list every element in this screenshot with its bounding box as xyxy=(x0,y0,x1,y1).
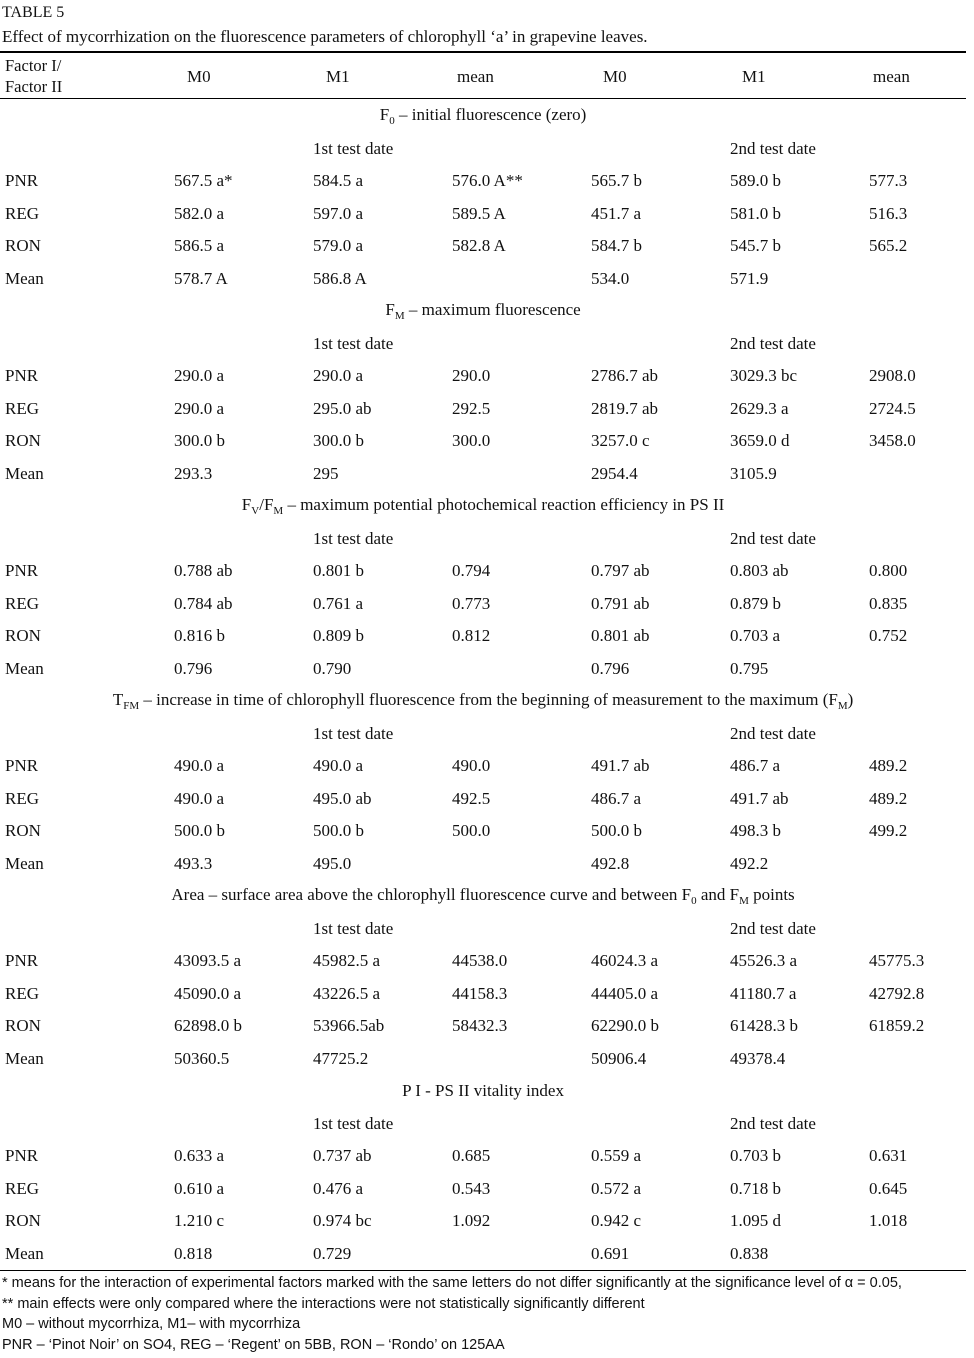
empty-cell xyxy=(452,913,591,946)
table-cell: 2908.0 xyxy=(869,366,916,386)
section-title-text: F xyxy=(379,105,390,125)
empty-cell xyxy=(869,1108,966,1141)
table-row xyxy=(0,945,966,978)
table-row xyxy=(0,555,966,588)
column-header: M0 xyxy=(187,67,211,86)
empty-cell xyxy=(174,1108,313,1141)
table-cell: 300.0 b xyxy=(174,431,225,451)
test-date-2: 2nd test date xyxy=(730,333,816,353)
empty-cell xyxy=(0,328,174,361)
row-label: PNR xyxy=(5,1146,39,1166)
test-date-1: 1st test date xyxy=(313,333,394,353)
test-date-2: 2nd test date xyxy=(730,918,816,938)
section-title-row xyxy=(0,1075,966,1108)
table-cell: 292.5 xyxy=(452,398,491,418)
table-title: Effect of mycorrhization on the fluorescence parameters of chlorophyll ‘a’ in grapevine leaves. xyxy=(2,27,648,46)
table-cell: 495.0 ab xyxy=(313,788,372,808)
table-cell: 0.685 xyxy=(452,1146,491,1166)
table-cell: 0.818 xyxy=(174,1243,213,1263)
table-cell: 44405.0 a xyxy=(591,983,659,1003)
table-cell: 486.7 a xyxy=(591,788,642,808)
table-cell: 581.0 b xyxy=(730,203,781,223)
table-cell: 2629.3 a xyxy=(730,398,789,418)
section-title xyxy=(0,880,966,913)
section-title-text: – maximum fluorescence xyxy=(404,300,581,320)
test-date-1: 1st test date xyxy=(313,723,394,743)
empty-cell xyxy=(0,1108,174,1141)
table-cell xyxy=(452,1238,591,1271)
section-title xyxy=(0,100,966,133)
section-title-subscript: FM xyxy=(123,700,140,713)
empty-cell xyxy=(869,913,966,946)
table-cell: 50906.4 xyxy=(591,1048,647,1068)
test-date-2: 2nd test date xyxy=(730,528,816,548)
table-cell: 0.795 xyxy=(730,658,769,678)
row-label: Mean xyxy=(5,1048,44,1068)
table-cell: 3105.9 xyxy=(730,463,777,483)
table-cell: 491.7 ab xyxy=(591,756,650,776)
section-title-subscript: 0 xyxy=(691,895,697,908)
empty-cell xyxy=(0,718,174,751)
table-row xyxy=(0,360,966,393)
column-header: mean xyxy=(873,67,910,86)
table-cell: 300.0 b xyxy=(313,431,364,451)
table-row xyxy=(0,393,966,426)
table-cell: 0.633 a xyxy=(174,1146,225,1166)
test-date-row xyxy=(0,913,966,946)
table-cell: 492.8 xyxy=(591,853,630,873)
table-row xyxy=(0,1173,966,1206)
table-cell: 579.0 a xyxy=(313,236,364,256)
table-cell: 0.835 xyxy=(869,593,908,613)
row-label: RON xyxy=(5,431,41,451)
row-label: RON xyxy=(5,626,41,646)
table-cell: 0.703 b xyxy=(730,1146,781,1166)
row-label: RON xyxy=(5,1016,41,1036)
row-label: REG xyxy=(5,983,39,1003)
table-row xyxy=(0,653,966,686)
table-cell: 0.761 a xyxy=(313,593,364,613)
empty-cell xyxy=(0,133,174,166)
table-row xyxy=(0,1140,966,1173)
table-cell: 0.718 b xyxy=(730,1178,781,1198)
table-cell: 492.2 xyxy=(730,853,769,873)
table-cell: 0.794 xyxy=(452,561,491,581)
table-row xyxy=(0,1043,966,1076)
table-cell: 1.092 xyxy=(452,1211,491,1231)
table-cell: 49378.4 xyxy=(730,1048,786,1068)
table-cell: 0.631 xyxy=(869,1146,908,1166)
table-cell: 500.0 xyxy=(452,821,491,841)
empty-cell xyxy=(591,523,730,556)
table-cell: 571.9 xyxy=(730,268,769,288)
table-cell: 0.788 ab xyxy=(174,561,233,581)
table-row xyxy=(0,815,966,848)
section-title-row xyxy=(0,685,966,718)
test-date-row xyxy=(0,718,966,751)
empty-cell xyxy=(869,718,966,751)
row-label: RON xyxy=(5,821,41,841)
table-cell: 565.2 xyxy=(869,236,908,256)
table-cell: 43226.5 a xyxy=(313,983,381,1003)
row-label: PNR xyxy=(5,756,39,776)
section-title-text: points xyxy=(748,885,795,905)
table-row xyxy=(0,458,966,491)
table-cell: 62290.0 b xyxy=(591,1016,659,1036)
table-cell: 3029.3 bc xyxy=(730,366,798,386)
table-cell: 2786.7 ab xyxy=(591,366,659,386)
table-cell: 62898.0 b xyxy=(174,1016,242,1036)
table-cell: 567.5 a* xyxy=(174,171,233,191)
table-cell: 0.797 ab xyxy=(591,561,650,581)
table-cell: 300.0 xyxy=(452,431,491,451)
table-cell: 0.812 xyxy=(452,626,491,646)
section-title-text: T xyxy=(112,690,124,710)
table-cell: 582.0 a xyxy=(174,203,225,223)
table-row xyxy=(0,230,966,263)
row-label: REG xyxy=(5,1178,39,1198)
table-cell xyxy=(452,263,591,296)
empty-cell xyxy=(174,523,313,556)
table-cell: 493.3 xyxy=(174,853,213,873)
table-cell: 45090.0 a xyxy=(174,983,242,1003)
section-title-text: Area – surface area above the chlorophyll fluorescence curve and between F xyxy=(171,885,692,905)
table-cell: 0.801 ab xyxy=(591,626,650,646)
table-cell: 0.796 xyxy=(591,658,630,678)
table-row xyxy=(0,1205,966,1238)
table-cell: 0.476 a xyxy=(313,1178,364,1198)
empty-cell xyxy=(0,913,174,946)
section-title-subscript: M xyxy=(837,700,848,713)
table-cell: 0.645 xyxy=(869,1178,908,1198)
table-notes xyxy=(2,1273,902,1356)
table-cell: 2724.5 xyxy=(869,398,916,418)
table-cell: 41180.7 a xyxy=(730,983,797,1003)
row-label: Mean xyxy=(5,1243,44,1263)
table-cell: 42792.8 xyxy=(869,983,925,1003)
table-cell: 0.559 a xyxy=(591,1146,642,1166)
row-label: PNR xyxy=(5,171,39,191)
section-title-text: – increase in time of chlorophyll fluorescence from the beginning of measurement to the maximum (F xyxy=(139,690,838,710)
empty-cell xyxy=(452,1108,591,1141)
header-rule xyxy=(0,98,966,99)
section-title-text: – maximum potential photochemical reaction efficiency in PS II xyxy=(283,495,725,515)
table-cell xyxy=(869,653,966,686)
table-cell: 46024.3 a xyxy=(591,951,659,971)
table-cell: 45982.5 a xyxy=(313,951,381,971)
table-cell: 290.0 a xyxy=(174,398,225,418)
table-cell: 489.2 xyxy=(869,756,908,776)
table-row xyxy=(0,783,966,816)
table-cell xyxy=(869,1238,966,1271)
table-cell xyxy=(452,653,591,686)
row-label: PNR xyxy=(5,951,39,971)
table-cell: 0.691 xyxy=(591,1243,630,1263)
table-cell: 290.0 xyxy=(452,366,491,386)
table-cell: 0.879 b xyxy=(730,593,781,613)
empty-cell xyxy=(452,523,591,556)
table-cell: 53966.5ab xyxy=(313,1016,385,1036)
table-cell: 582.8 A xyxy=(452,236,506,256)
empty-cell xyxy=(591,913,730,946)
table-cell: 0.737 ab xyxy=(313,1146,372,1166)
table-row xyxy=(0,1238,966,1271)
section-title-row xyxy=(0,100,966,133)
section-title xyxy=(0,685,966,718)
table-cell: 295 xyxy=(313,463,339,483)
table-cell xyxy=(869,848,966,881)
test-date-row xyxy=(0,1108,966,1141)
test-date-2: 2nd test date xyxy=(730,1113,816,1133)
empty-cell xyxy=(869,133,966,166)
section-title-text: /F xyxy=(259,495,274,515)
table-row xyxy=(0,978,966,1011)
empty-cell xyxy=(591,328,730,361)
section-title xyxy=(0,490,966,523)
column-header: mean xyxy=(457,67,494,86)
table-cell: 576.0 A** xyxy=(452,171,523,191)
table-cell: 545.7 b xyxy=(730,236,781,256)
table-cell: 45526.3 a xyxy=(730,951,798,971)
table-cell: 0.790 xyxy=(313,658,352,678)
empty-cell xyxy=(0,523,174,556)
table-cell: 0.974 bc xyxy=(313,1211,372,1231)
table-cell: 589.5 A xyxy=(452,203,506,223)
note-line: M0 – without mycorrhiza, M1– with mycorrhiza xyxy=(2,1316,301,1333)
row-label: Mean xyxy=(5,463,44,483)
note-line: ** main effects were only compared where the interactions were not statistically significantly different xyxy=(2,1295,645,1312)
table-cell: 0.791 ab xyxy=(591,593,650,613)
row-label: Mean xyxy=(5,853,44,873)
table-cell: 0.816 b xyxy=(174,626,225,646)
section-title-subscript: V xyxy=(251,505,260,518)
table-cell: 0.801 b xyxy=(313,561,364,581)
table-cell: 490.0 a xyxy=(313,756,364,776)
table-cell: 500.0 b xyxy=(591,821,642,841)
section-title-text: F xyxy=(241,495,252,515)
table-cell: 0.729 xyxy=(313,1243,352,1263)
table-cell: 290.0 a xyxy=(313,366,364,386)
table-cell: 0.838 xyxy=(730,1243,769,1263)
test-date-1: 1st test date xyxy=(313,138,394,158)
test-date-1: 1st test date xyxy=(313,918,394,938)
table-cell: 565.7 b xyxy=(591,171,642,191)
table-cell: 3458.0 xyxy=(869,431,916,451)
empty-cell xyxy=(591,1108,730,1141)
table-cell: 61428.3 b xyxy=(730,1016,798,1036)
table-cell: 0.800 xyxy=(869,561,908,581)
table-cell: 0.752 xyxy=(869,626,908,646)
section-title-subscript: M xyxy=(739,895,749,908)
table-cell: 3659.0 d xyxy=(730,431,790,451)
column-header: M1 xyxy=(326,67,350,86)
table-cell: 597.0 a xyxy=(313,203,364,223)
empty-cell xyxy=(591,718,730,751)
table-cell: 495.0 xyxy=(313,853,352,873)
section-title-text: and F xyxy=(696,885,740,905)
empty-cell xyxy=(869,328,966,361)
table-cell: 45775.3 xyxy=(869,951,925,971)
table-cell: 584.5 a xyxy=(313,171,364,191)
table-cell: 3257.0 c xyxy=(591,431,650,451)
table-cell: 534.0 xyxy=(591,268,630,288)
table-cell xyxy=(452,1043,591,1076)
table-cell: 50360.5 xyxy=(174,1048,230,1068)
row-label: PNR xyxy=(5,561,39,581)
table-cell: 490.0 a xyxy=(174,756,225,776)
table-row xyxy=(0,750,966,783)
table-cell: 490.0 a xyxy=(174,788,225,808)
column-header: M1 xyxy=(742,67,766,86)
table-cell: 489.2 xyxy=(869,788,908,808)
table-cell: 44538.0 xyxy=(452,951,508,971)
factor-header-line2: Factor II xyxy=(5,77,63,96)
table-row xyxy=(0,848,966,881)
empty-cell xyxy=(452,328,591,361)
table-cell: 293.3 xyxy=(174,463,213,483)
table-cell: 47725.2 xyxy=(313,1048,369,1068)
table-cell: 500.0 b xyxy=(313,821,364,841)
section-title-row xyxy=(0,490,966,523)
table-cell: 500.0 b xyxy=(174,821,225,841)
bottom-rule xyxy=(0,1270,966,1271)
table-row xyxy=(0,263,966,296)
table-cell xyxy=(869,263,966,296)
table-cell: 1.095 d xyxy=(730,1211,781,1231)
table-cell: 0.803 ab xyxy=(730,561,789,581)
table-cell: 0.773 xyxy=(452,593,491,613)
test-date-row xyxy=(0,133,966,166)
table-cell: 498.3 b xyxy=(730,821,781,841)
data-table xyxy=(0,100,966,1270)
table-cell: 577.3 xyxy=(869,171,908,191)
section-title-text: F xyxy=(385,300,395,320)
note-line: PNR – ‘Pinot Noir’ on SO4, REG – ‘Regent’ on 5BB, RON – ‘Rondo’ on 125AA xyxy=(2,1337,505,1354)
table-cell: 295.0 ab xyxy=(313,398,372,418)
table-cell: 2954.4 xyxy=(591,463,638,483)
table-cell: 0.796 xyxy=(174,658,213,678)
table-cell xyxy=(869,458,966,491)
row-label: REG xyxy=(5,593,39,613)
factor-header-line1: Factor I/ xyxy=(5,56,62,75)
row-label: REG xyxy=(5,788,39,808)
note-line: * means for the interaction of experimental factors marked with the same letters do not differ significantly at the significance level of α = 0.05, xyxy=(2,1275,902,1291)
section-title-row xyxy=(0,295,966,328)
table-row xyxy=(0,1010,966,1043)
empty-cell xyxy=(452,718,591,751)
section-title xyxy=(0,1075,966,1108)
table-cell: 290.0 a xyxy=(174,366,225,386)
test-date-row xyxy=(0,328,966,361)
section-title-text: – initial fluorescence (zero) xyxy=(394,105,587,125)
row-label: REG xyxy=(5,398,39,418)
table-cell xyxy=(452,848,591,881)
test-date-1: 1st test date xyxy=(313,528,394,548)
table-cell: 44158.3 xyxy=(452,983,508,1003)
empty-cell xyxy=(174,133,313,166)
table-cell: 0.703 a xyxy=(730,626,781,646)
table-cell: 0.572 a xyxy=(591,1178,642,1198)
test-date-2: 2nd test date xyxy=(730,138,816,158)
empty-cell xyxy=(869,523,966,556)
table-cell: 451.7 a xyxy=(591,203,642,223)
section-title-row xyxy=(0,880,966,913)
test-date-2: 2nd test date xyxy=(730,723,816,743)
table-cell: 492.5 xyxy=(452,788,491,808)
section-title-text: ) xyxy=(847,690,854,710)
table-cell: 1.210 c xyxy=(174,1211,225,1231)
table-cell: 0.784 ab xyxy=(174,593,233,613)
table-cell: 491.7 ab xyxy=(730,788,789,808)
row-label: RON xyxy=(5,1211,41,1231)
section-title-subscript: M xyxy=(394,310,405,323)
table-cell: 578.7 A xyxy=(174,268,228,288)
empty-cell xyxy=(452,133,591,166)
table-cell: 586.8 A xyxy=(313,268,367,288)
column-header: M0 xyxy=(603,67,627,86)
table-cell: 58432.3 xyxy=(452,1016,508,1036)
empty-cell xyxy=(174,913,313,946)
table-cell: 490.0 xyxy=(452,756,491,776)
test-date-row xyxy=(0,523,966,556)
table-cell: 0.543 xyxy=(452,1178,491,1198)
table-cell: 516.3 xyxy=(869,203,908,223)
table-cell: 584.7 b xyxy=(591,236,642,256)
section-title-subscript: 0 xyxy=(389,115,395,128)
table-cell xyxy=(869,1043,966,1076)
table-row xyxy=(0,198,966,231)
table-cell: 0.942 c xyxy=(591,1211,642,1231)
table-cell: 1.018 xyxy=(869,1211,908,1231)
factor-header xyxy=(5,55,62,97)
table-cell: 2819.7 ab xyxy=(591,398,659,418)
table-cell: 586.5 a xyxy=(174,236,225,256)
table-row xyxy=(0,588,966,621)
table-row xyxy=(0,425,966,458)
row-label: REG xyxy=(5,203,39,223)
table-label: TABLE 5 xyxy=(2,4,65,21)
empty-cell xyxy=(174,328,313,361)
table-cell: 0.610 a xyxy=(174,1178,225,1198)
row-label: RON xyxy=(5,236,41,256)
table-cell: 61859.2 xyxy=(869,1016,925,1036)
empty-cell xyxy=(174,718,313,751)
table-cell: 499.2 xyxy=(869,821,908,841)
test-date-1: 1st test date xyxy=(313,1113,394,1133)
empty-cell xyxy=(591,133,730,166)
section-title-subscript: M xyxy=(273,505,284,518)
table-row xyxy=(0,620,966,653)
row-label: Mean xyxy=(5,658,44,678)
top-rule xyxy=(0,51,966,53)
table-cell: 0.809 b xyxy=(313,626,364,646)
table-row xyxy=(0,165,966,198)
table-cell: 486.7 a xyxy=(730,756,781,776)
table-cell: 43093.5 a xyxy=(174,951,242,971)
section-title xyxy=(0,295,966,328)
row-label: Mean xyxy=(5,268,44,288)
table-cell: 589.0 b xyxy=(730,171,781,191)
section-title-text: P I - PS II vitality index xyxy=(402,1081,564,1101)
table-cell xyxy=(452,458,591,491)
row-label: PNR xyxy=(5,366,39,386)
